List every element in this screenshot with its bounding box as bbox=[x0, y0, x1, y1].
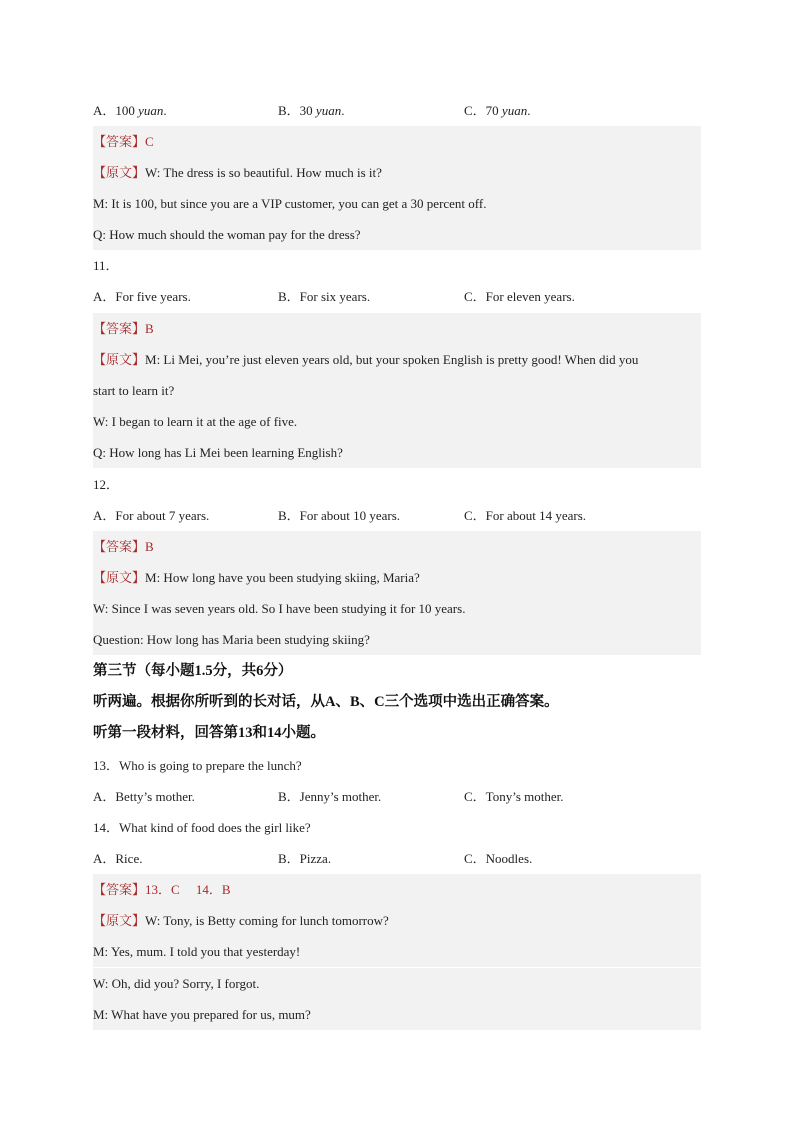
q11-option-a: A．For five years. bbox=[93, 289, 191, 304]
q10-option-b: B．30 yuan. bbox=[278, 103, 345, 118]
q11-transcript-line-2: start to learn it? bbox=[93, 375, 701, 406]
q12-transcript-line-2: W: Since I was seven years old. So I have been studying it for 10 years. bbox=[93, 593, 701, 624]
q11-transcript-line-4: Q: How long has Li Mei been learning English? bbox=[93, 437, 701, 468]
section3-instruction: 听两遍。根据你所听到的长对话，从A、B、C三个选项中选出正确答案。 bbox=[93, 694, 559, 710]
q12-option-b: B．For about 10 years. bbox=[278, 508, 401, 523]
q12-option-a: A．For about 7 years. bbox=[93, 508, 210, 523]
q11-transcript-line-3: W: I began to learn it at the age of five. bbox=[93, 406, 701, 437]
q11-options-row bbox=[93, 281, 701, 312]
q13-14-transcript-line-1: 【原文】W: Tony, is Betty coming for lunch tomorrow? bbox=[93, 905, 701, 936]
q14-option-b: B．Pizza. bbox=[278, 851, 332, 866]
q14-option-a: A．Rice. bbox=[93, 851, 143, 866]
q10-transcript-line-3: Q: How much should the woman pay for the dress? bbox=[93, 219, 701, 250]
q13-14-transcript-line-2: M: Yes, mum. I told you that yesterday! bbox=[93, 936, 701, 967]
q12-answer: 【答案】B bbox=[93, 531, 701, 562]
q13-options-row bbox=[93, 781, 701, 812]
q10-option-c: C．70 yuan. bbox=[464, 103, 531, 118]
q11-option-b: B．For six years. bbox=[278, 289, 371, 304]
q12-transcript-line-1: 【原文】M: How long have you been studying skiing, Maria? bbox=[93, 562, 701, 593]
q12-options-row bbox=[93, 500, 701, 531]
q14-question: 14．What kind of food does the girl like? bbox=[93, 820, 311, 835]
q13-14-answer: 【答案】13．C 14．B bbox=[93, 874, 701, 905]
q12-transcript-line-3: Question: How long has Maria been studying skiing? bbox=[93, 624, 701, 655]
q10-answer: 【答案】C bbox=[93, 126, 701, 157]
q13-question: 13．Who is going to prepare the lunch? bbox=[93, 758, 302, 773]
q13-option-b: B．Jenny’s mother. bbox=[278, 789, 382, 804]
section3-title: 第三节（每小题1.5分，共6分） bbox=[93, 663, 293, 679]
section3-passage-intro: 听第一段材料，回答第13和14小题。 bbox=[93, 725, 325, 741]
q13-14-transcript-line-4: M: What have you prepared for us, mum? bbox=[93, 999, 701, 1030]
q13-option-c: C．Tony’s mother. bbox=[464, 789, 564, 804]
q11-transcript-line-1: 【原文】M: Li Mei, you’re just eleven years old, but your spoken English is pretty good! When did you bbox=[93, 344, 701, 375]
q10-options-row bbox=[93, 95, 701, 126]
q12-option-c: C．For about 14 years. bbox=[464, 508, 587, 523]
q11-option-c: C．For eleven years. bbox=[464, 289, 575, 304]
q10-option-a: A．100 yuan. bbox=[93, 103, 167, 118]
q11-number: 11． bbox=[93, 258, 119, 273]
q12-number: 12． bbox=[93, 477, 120, 492]
q10-transcript-line-2: M: It is 100, but since you are a VIP customer, you can get a 30 percent off. bbox=[93, 188, 701, 219]
q14-option-c: C．Noodles. bbox=[464, 851, 533, 866]
q11-answer: 【答案】B bbox=[93, 313, 701, 344]
q13-14-transcript-line-3: W: Oh, did you? Sorry, I forgot. bbox=[93, 968, 701, 999]
q13-option-a: A．Betty’s mother. bbox=[93, 789, 195, 804]
q14-options-row bbox=[93, 843, 701, 874]
q10-transcript-line-1: 【原文】W: The dress is so beautiful. How much is it? bbox=[93, 157, 701, 188]
